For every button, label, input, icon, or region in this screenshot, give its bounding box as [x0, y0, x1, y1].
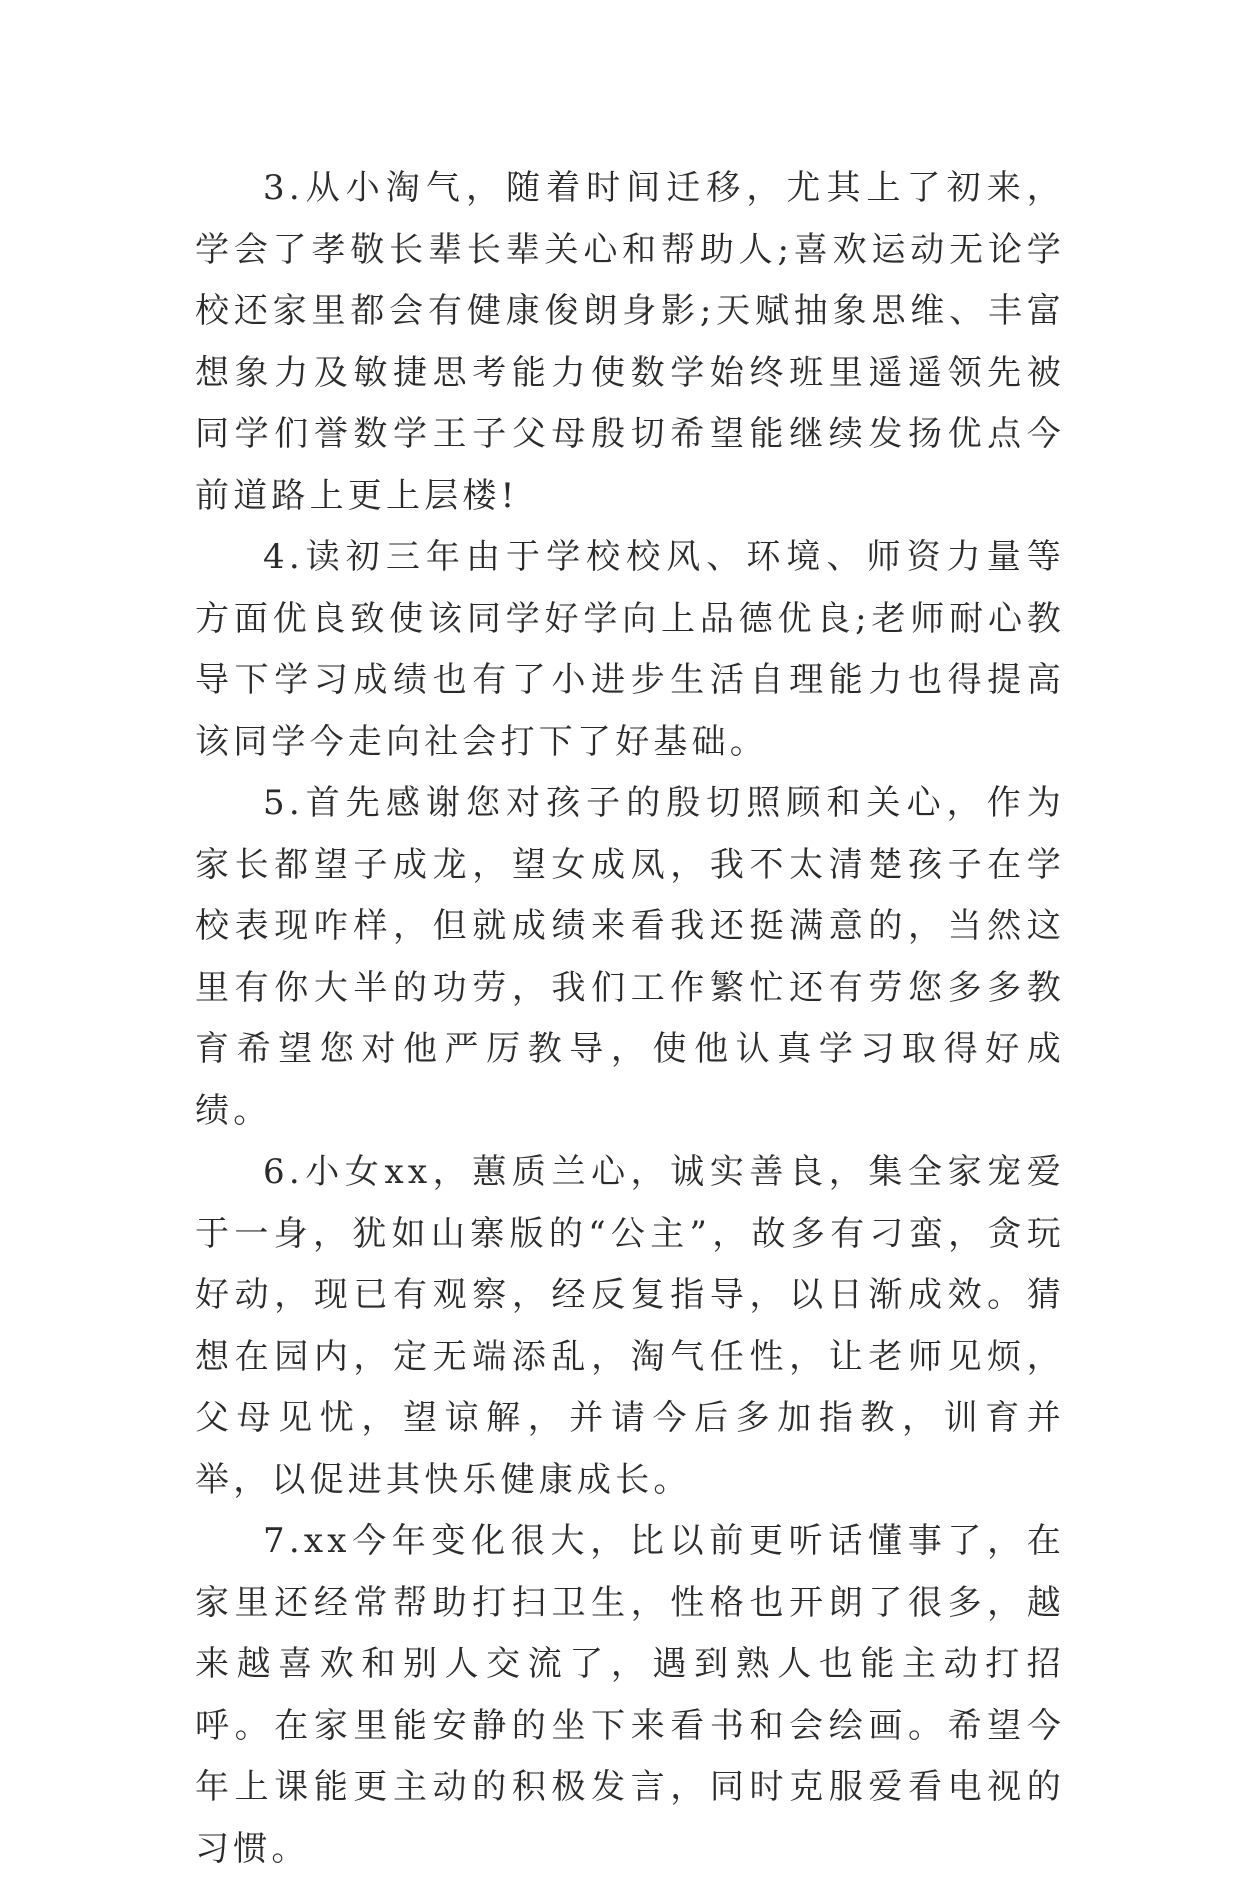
- paragraph-7: 7.xx今年变化很大，比以前更听话懂事了，在家里还经常帮助打扫卫生，性格也开朗了很多，越来越喜欢和别人交流了，遇到熟人也能主动打招呼。在家里能安静的坐下来看书和会绘画。希望今年上课能更主动的积极发言，同时克服爱看电视的习惯。: [195, 1521, 1065, 1869]
- paragraph-6: 6.小女xx，蕙质兰心，诚实善良，集全家宠爱于一身，犹如山寨版的“公主”，故多有刁蛮，贪玩好动，现已有观察，经反复指导，以日渐成效。猜想在园内，定无端添乱，淘气任性，让老师见烦，父母见忧，望谅解，并请今后多加指教，训育并举，以促进其快乐健康成长。: [195, 1152, 1065, 1500]
- paragraph-3: 3.从小淘气，随着时间迁移，尤其上了初来，学会了孝敬长辈长辈关心和帮助人;喜欢运动无论学校还家里都会有健康俊朗身影;天赋抽象思维、丰富想象力及敏捷思考能力使数学始终班里遥遥领先被同学们誉数学王子父母殷切希望能继续发扬优点今前道路上更上层楼!: [195, 168, 1065, 516]
- paragraph-5: 5.首先感谢您对孩子的殷切照顾和关心，作为家长都望子成龙，望女成凤，我不太清楚孩子在学校表现咋样，但就成绩来看我还挺满意的，当然这里有你大半的功劳，我们工作繁忙还有劳您多多教育希望您对他严厉教导，使他认真学习取得好成绩。: [195, 783, 1065, 1131]
- paragraph-4: 4.读初三年由于学校校风、环境、师资力量等方面优良致使该同学好学向上品德优良;老师耐心教导下学习成绩也有了小进步生活自理能力也得提高该同学今走向社会打下了好基础。: [195, 537, 1065, 762]
- document-body: [195, 158, 1065, 1880]
